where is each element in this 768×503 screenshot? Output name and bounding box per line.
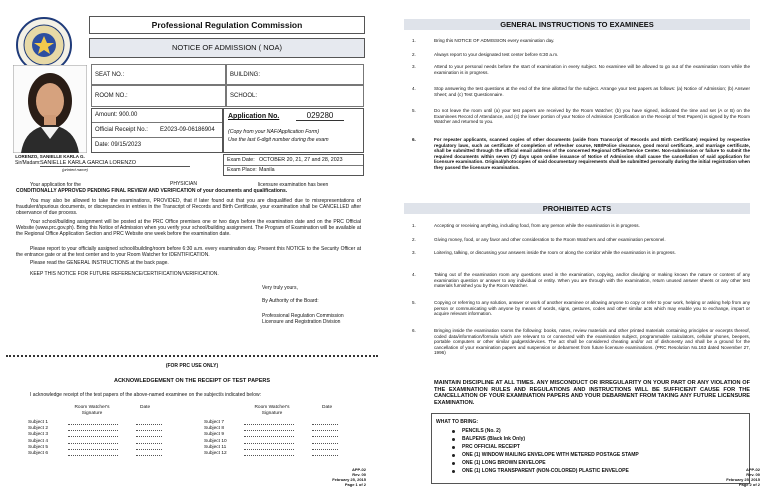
item-text: Always report to your designated test center before 6:30 a.m.: [434, 52, 559, 57]
item-number: 6.: [412, 328, 416, 333]
bring-item-text: ONE (1) WINDOW MAILING ENVELOPE WITH METERED POSTAGE STAMP: [462, 452, 639, 458]
signature-line: [68, 455, 118, 456]
application-box: [223, 108, 364, 153]
subject-row: [28, 451, 178, 457]
subject-label: Subject 1: [28, 420, 49, 425]
what-to-bring-box: [431, 413, 750, 484]
item-text: Stop answering the test questions at the end of the time allotted for the subject. Arrange your test papers as follows: (a) Notice of Admission; (b) Answer Sheet; and (c) Test Questionnaire.: [434, 86, 750, 97]
page2-footer: [724, 467, 760, 487]
para4: Please report to your officially assigned school/building/room before 6:30 a.m. every examination day. Present this NOTICE to the Security Officer at the entrance gate or at the test center and to your Room Watcher for IDENTIFICATION.: [16, 246, 361, 258]
sign-line-3: Professional Regulation Commission: [262, 313, 344, 319]
date-line: [312, 436, 338, 437]
prc-use-only: (FOR PRC USE ONLY): [165, 363, 219, 369]
signature-line: [244, 430, 294, 431]
footer-line: Rev. 00: [746, 472, 760, 477]
bullet-icon: [452, 470, 455, 473]
footer-line: Page 2 of 2: [738, 482, 760, 487]
page-title: NOTICE OF ADMISSION ( NOA): [171, 43, 282, 52]
para6: KEEP THIS NOTICE FOR FUTURE REFERENCE/CERTIFICATION/VERIFICATION.: [30, 271, 219, 277]
bring-item: [462, 428, 742, 435]
application-number: 029280: [296, 111, 344, 121]
item-text: Giving money, food, or any favor and other consideration to the Room Watchers and other examination personnel.: [434, 237, 666, 242]
item-number: 3.: [412, 64, 416, 69]
photo-caption: LORENZO, SANIELLE KARLA G.: [15, 154, 85, 159]
cut-line: [6, 355, 378, 357]
application-label: Application No.: [228, 113, 280, 120]
item-text: Accepting or receiving anything, including food, from any person while the examination is in progress.: [434, 223, 640, 228]
date-line: [136, 449, 162, 450]
subject-row: [204, 426, 354, 432]
item-number: 3.: [412, 250, 416, 255]
item-number: 5.: [412, 300, 416, 305]
sign-line-4: Licensure and Registration Division: [262, 319, 341, 325]
date-line: [312, 443, 338, 444]
item-text: Taking out of the examination room any questions used in the examination, copying, and/or divulging or making known the nature or content of any examination question or answer to any individual or entity. When you are through with the examination, return unused answer sheets or any other test materials furnished you by the Room Watcher.: [434, 272, 750, 289]
signature-line: [244, 436, 294, 437]
rw-header-right: Room Watcher's Signature: [254, 405, 290, 416]
signature-line: [68, 443, 118, 444]
subject-label: Subject 2: [28, 426, 49, 432]
bullet-icon: [452, 446, 455, 449]
item-text: Bring this NOTICE OF ADMISSION every examination day.: [434, 38, 555, 43]
bring-item: [462, 444, 742, 451]
subject-row: [204, 445, 354, 451]
subject-label: Subject 3: [28, 432, 49, 438]
general-instructions-title: GENERAL INSTRUCTIONS TO EXAMINEES: [404, 19, 750, 30]
item-text: Do not leave the room until (a) your test papers are received by the Room Watcher; (b) you have signed, indicated the time and set (A or B) on the Examinees Record of Attendance, and (c) the lower portion of your Notice of Admission (Certification on the Receipt of Test Papers) is signed by the Room Watcher and returned to you.: [434, 108, 750, 125]
footer-line: Page 1 of 2: [344, 482, 366, 487]
item-text: Attend to your personal needs before the start of examination in every subject. No examinee will be allowed to go out of the examination room while the examination is in progress.: [434, 64, 750, 75]
item-number: 4.: [412, 86, 416, 91]
para2: You may also be allowed to take the examinations, PROVIDED, that if later found out that you are disqualified due to misrepresentations of fraudulent/spurious documents, or discrepancies in entries in the Transcript of Records and Birth Certificate, your examination shall be CANCELLED after observance of due process.: [16, 198, 361, 216]
salutation: Sir/Madam:: [15, 160, 41, 166]
bring-item: [462, 460, 742, 467]
sign-line-2: By Authority of the Board:: [262, 298, 319, 304]
date-line: [136, 443, 162, 444]
subject-row: [28, 420, 178, 426]
header-org-box: [89, 16, 365, 34]
copy-note-2: Use the last 6-digit number during the exam: [228, 137, 329, 143]
para1-start: Your application for the: [30, 182, 81, 188]
subject-row: [28, 426, 178, 432]
signature-line: [68, 449, 118, 450]
item-number: 4.: [412, 272, 416, 277]
signature-line: [68, 424, 118, 425]
receipt-value: E2023-09-06186904: [160, 127, 215, 133]
subject-label: Subject 6: [28, 451, 49, 456]
sign-line-1: Very truly yours,: [262, 285, 298, 291]
subject-label: Subject 7: [204, 420, 225, 425]
date-header-right: Date: [322, 405, 333, 410]
payment-box: [91, 108, 223, 153]
discipline-warning: MAINTAIN DISCIPLINE AT ALL TIMES. ANY MISCONDUCT OR IRREGULARITY ON YOUR PART OR ANY VIOLATION OF THE EXAMINATION RULES AND REGULATIONS AND INSTRUCTIONS WILL BE SUFFICIENT CAUSE FOR THE CANCELLATION OF YOUR EXAMINATION PAPERS AND YOUR DEBARMENT FROM TAKING ANY FUTURE LICENSURE EXAMINATION.: [434, 380, 750, 406]
seat-no-field: SEAT NO.:: [91, 64, 226, 85]
footer-line: February 25, 2015: [726, 477, 760, 482]
room-no-field: ROOM NO.:: [91, 85, 226, 107]
date-line: [312, 424, 338, 425]
subject-row: [28, 439, 178, 445]
date-line: [312, 430, 338, 431]
bring-item-text: PRC OFFICIAL RECEIPT: [462, 444, 520, 450]
item-text: For repeater applicants, scanned copies of other documents (aside from Transcript of Records and Birth Certificate) required by respective regulatory laws, such as certificate of completion of refresher course, NBI/Police clearance, good moral certificate, and marriage certificate, shall be submitted through the official email address of the concerned Regional Office/Service Center. Non-submission or failure to submit the required documents within seven (7) days upon online issuance of Notice of Admission shall cause the cancellation of said application for licensure examination. Original/photocopies of said documentary requirements shall be submitted personally during the initial registration when they passed the licensure examination.: [434, 137, 750, 170]
signature-line: [244, 443, 294, 444]
copy-note-1: (Copy from your NAF/Application Form): [228, 129, 320, 135]
org-name: Professional Regulation Commission: [151, 20, 303, 30]
exam-date-label: Exam Date:: [227, 157, 255, 163]
para1-end: licensure examination has been: [258, 182, 329, 188]
amount-text: Amount: 900.00: [95, 112, 138, 118]
footer-line: Rev. 00: [352, 472, 366, 477]
date-line: [136, 436, 162, 437]
page1-footer: [330, 467, 366, 487]
item-number: 2.: [412, 52, 416, 57]
subject-row: [204, 439, 354, 445]
school-field: SCHOOL:: [226, 85, 364, 107]
bullet-icon: [452, 438, 455, 441]
receipt-label: Official Receipt No.:: [95, 127, 148, 133]
subject-row: [28, 432, 178, 438]
date-line: [136, 455, 162, 456]
ack-text: I acknowledge receipt of the test papers of the above-named examinee on the subject/s indicated below:: [30, 392, 261, 398]
exam-schedule-box: [223, 154, 364, 176]
signature-line: [68, 436, 118, 437]
item-number: 2.: [412, 237, 416, 242]
footer-line: APP-02: [351, 467, 366, 472]
signature-line: [244, 424, 294, 425]
subject-row: [204, 432, 354, 438]
date-header-left: Date: [140, 405, 151, 410]
date-line: [312, 449, 338, 450]
subject-label: Subject 5: [28, 444, 49, 450]
item-text: Bringing inside the examination rooms the following: books, notes, review materials and other printed materials containing principles or excerpts thereof, coded data/information/formula which are relevant to or connected with the examination subject, programmable calculators, cellular phones, beepers, portable computers or other similar gadgets/devices. The act shall be considered cheating and/or act of dishonesty and shall be a ground for the cancellation of your examination papers and suspension or debarment from future licensure examinations. (PRC Resolution No.163 dated November 27, 1996): [434, 328, 750, 356]
item-number: 1.: [412, 38, 416, 43]
exam-place: Manila: [259, 167, 275, 173]
item-text: Copying or referring to any solution, answer or work of another examinee or allowing anyone to copy or refer to your work, helping or asking help from any person or communicating with anyone by means of words, signs, gestures, codes and other similar acts which may enable you to exchange, impart or acquire relevant information.: [434, 300, 750, 317]
examinee-name: SANIELLE KARLA GARCIA LORENZO: [40, 160, 190, 167]
printed-name-label: (printed name): [62, 167, 89, 172]
para1-approval: CONDITIONALLY APPROVED PENDING FINAL REVIEW AND VERIFICATION of your documents and qualifications.: [16, 188, 288, 194]
signature-line: [244, 455, 294, 456]
subject-label: Subject 11: [204, 444, 227, 450]
rw-header-left: Room Watcher's Signature: [74, 405, 110, 416]
bring-item: [462, 468, 742, 475]
item-text: Loitering, talking, or discussing your answers inside the room or along the corridor while the examination is in progress.: [434, 250, 676, 255]
signature-line: [68, 430, 118, 431]
subject-row: [28, 445, 178, 451]
bring-item-text: ONE (1) LONG TRANSPARENT (NON-COLORED) PLASTIC ENVELOPE: [462, 468, 629, 474]
subject-label: Subject 9: [204, 432, 225, 438]
date-line: [136, 424, 162, 425]
bring-item: [462, 436, 742, 443]
subject-row: [204, 451, 354, 457]
noa-page-2: [384, 0, 768, 503]
subject-label: Subject 8: [204, 426, 225, 432]
examinee-photo: [13, 65, 87, 153]
bullet-icon: [452, 462, 455, 465]
date-line: [136, 430, 162, 431]
bring-item-text: PENCILS (No. 2): [462, 428, 501, 434]
building-field: BUILDING:: [226, 64, 364, 85]
subject-row: [204, 420, 354, 426]
profession: PHYSICIAN: [170, 181, 197, 187]
date-line: [312, 455, 338, 456]
bring-item-text: ONE (1) LONG BROWN ENVELOPE: [462, 460, 546, 466]
exam-date: OCTOBER 20, 21, 27 and 28, 2023: [259, 157, 343, 163]
subject-label: Subject 4: [28, 438, 49, 444]
bring-item: [462, 452, 742, 459]
item-number: 5.: [412, 108, 416, 113]
bullet-icon: [452, 454, 455, 457]
item-number: 1.: [412, 223, 416, 228]
signature-line: [244, 449, 294, 450]
receipt-date: Date: 09/15/2023: [95, 142, 142, 148]
what-to-bring-title: WHAT TO BRING:: [436, 419, 479, 425]
para5: Please read the GENERAL INSTRUCTIONS at the back page.: [30, 260, 169, 266]
ack-title: ACKNOWLEDGEMENT ON THE RECEIPT OF TEST PAPERS: [113, 378, 271, 384]
bullet-icon: [452, 430, 455, 433]
exam-place-label: Exam Place:: [227, 167, 257, 173]
item-number: 6.: [412, 137, 416, 142]
subject-label: Subject 12: [204, 451, 227, 456]
header-title-box: [89, 38, 365, 58]
subject-label: Subject 10: [204, 438, 227, 444]
footer-line: APP-02: [745, 467, 760, 472]
bring-item-text: BALPENS (Black Ink Only): [462, 436, 526, 442]
para3: Your school/building assignment will be posted at the PRC Office premises one or two days before the examination date and on the PRC Official Website (www.prc.gov.ph). Bring this Notice of Admission when you verify your school/building assignment. The Program of Examination will be available at the Regional Office Application Section and PRC Website one week before the examination date.: [16, 219, 361, 237]
footer-line: February 25, 2015: [332, 477, 366, 482]
prohibited-acts-title: PROHIBITED ACTS: [404, 203, 750, 214]
